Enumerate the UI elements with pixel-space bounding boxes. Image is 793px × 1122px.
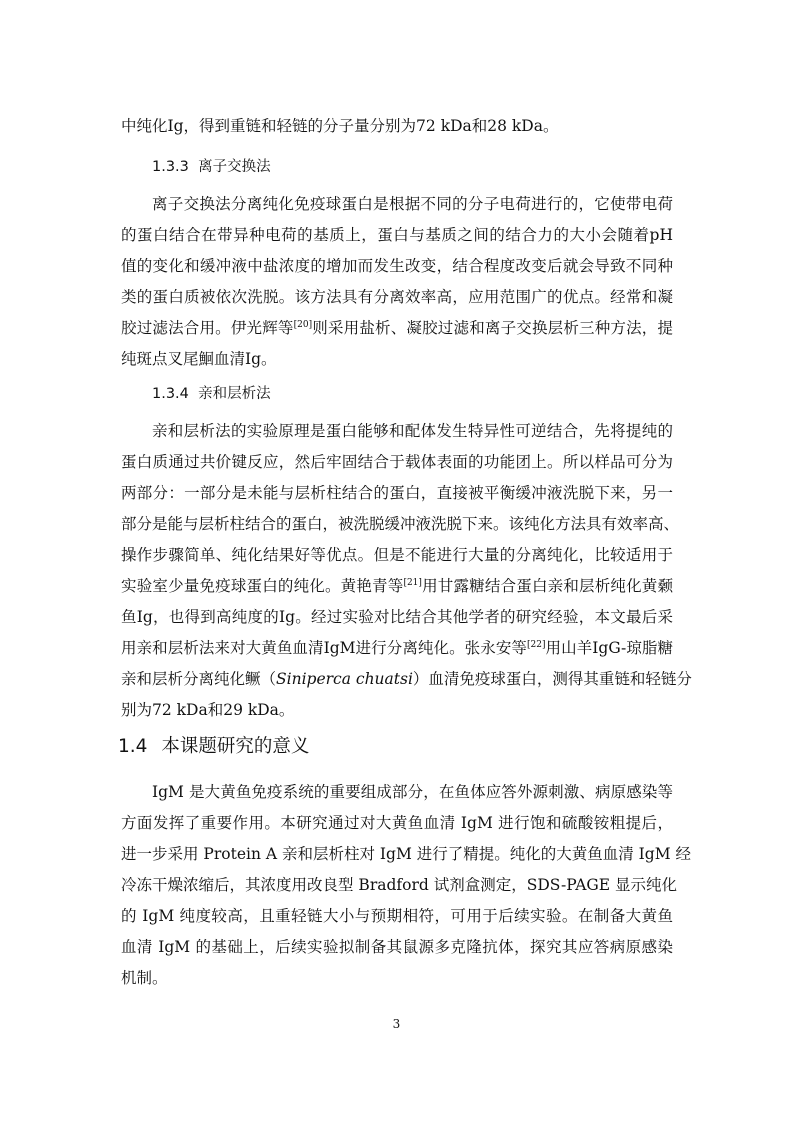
text-run: 实验室少量免疫球蛋白的纯化。黄艳青等 — [121, 577, 404, 595]
paragraph-line: 亲和层析法的实验原理是蛋白能够和配体发生特异性可逆结合，先将提纯的 — [152, 422, 673, 440]
subsection-heading-1-3-4 — [152, 384, 271, 404]
subsection-title: 离子交换法 — [198, 159, 271, 175]
section-number: 1.4 — [118, 736, 148, 757]
species-name: Siniperca chuatsi — [276, 670, 413, 688]
paragraph-line: 蛋白质通过共价键反应，然后牢固结合于载体表面的功能团上。所以样品可分为 — [121, 453, 673, 471]
paragraph-line — [121, 669, 692, 689]
section-title: 本课题研究的意义 — [161, 736, 310, 757]
paragraph-line: 进一步采用 Protein A 亲和层析柱对 IgM 进行了精提。纯化的大黄鱼血清 IgM 经 — [121, 845, 692, 863]
subsection-heading-1-3-3 — [152, 157, 271, 177]
text-run: 用甘露糖结合蛋白亲和层析纯化黄颡 — [421, 577, 673, 595]
paragraph-line: 机制。 — [121, 969, 168, 987]
text-run: 胶过滤法合用。伊光辉等 — [121, 319, 294, 337]
text-run: 则采用盐析、凝胶过滤和离子交换层析三种方法，提 — [312, 319, 673, 337]
paragraph-line: 别为72 kDa和29 kDa。 — [121, 701, 295, 719]
paragraph-line: IgM 是大黄鱼免疫系统的重要组成部分，在鱼体应答外源刺激、病原感染等 — [152, 783, 673, 801]
subsection-number: 1.3.4 — [152, 386, 189, 402]
paragraph-line: 离子交换法分离纯化免疫球蛋白是根据不同的分子电荷进行的，它使带电荷 — [152, 195, 673, 213]
subsection-title: 亲和层析法 — [198, 386, 271, 402]
citation-ref: [21] — [403, 578, 422, 588]
citation-ref: [22] — [526, 640, 546, 650]
paragraph-line: 值的变化和缓冲液中盐浓度的增加而发生改变，结合程度改变后就会导致不同种 — [121, 257, 673, 275]
paragraph-line: 血清 IgM 的基础上，后续实验拟制备其鼠源多克隆抗体，探究其应答病原感染 — [121, 938, 673, 956]
subsection-number: 1.3.3 — [152, 159, 189, 175]
paragraph-line: 操作步骤简单、纯化结果好等优点。但是不能进行大量的分离纯化，比较适用于 — [121, 546, 673, 564]
paragraph-line: 纯斑点叉尾鮰血清Ig。 — [121, 350, 277, 368]
paragraph-line — [121, 576, 673, 596]
paragraph-line: 冷冻干燥浓缩后，其浓度用改良型 Bradford 试剂盒测定，SDS-PAGE 显示纯化 — [121, 876, 678, 894]
text-run: 用亲和层析法来对大黄鱼血清IgM进行分离纯化。张永安等 — [121, 639, 527, 657]
text-run: 用山羊IgG-琼脂糖 — [545, 639, 673, 657]
paragraph-line: 的 IgM 纯度较高，且重轻链大小与预期相符，可用于后续实验。在制备大黄鱼 — [121, 907, 673, 925]
paragraph-line: 两部分：一部分是未能与层析柱结合的蛋白，直接被平衡缓冲液洗脱下来，另一 — [121, 484, 673, 502]
citation-ref: [20] — [293, 320, 313, 330]
text-run: ）血清免疫球蛋白，测得其重链和轻链分 — [412, 670, 692, 688]
paragraph-line: 鱼Ig，也得到高纯度的Ig。经过实验对比结合其他学者的研究经验，本文最后采 — [121, 608, 673, 626]
paragraph-line: 的蛋白结合在带异种电荷的基质上，蛋白与基质之间的结合力的大小会随着pH — [121, 226, 673, 244]
paragraph-line: 部分是能与层析柱结合的蛋白，被洗脱缓冲液洗脱下来。该纯化方法具有效率高、 — [121, 515, 680, 533]
page-number: 3 — [392, 1017, 401, 1031]
paragraph-line — [121, 318, 673, 338]
text-run: 亲和层析分离纯化鳜（ — [121, 670, 277, 688]
paragraph-line: 方面发挥了重要作用。本研究通过对大黄鱼血清 IgM 进行饱和硫酸铵粗提后， — [121, 814, 673, 832]
paragraph-line — [121, 638, 673, 658]
paragraph-line: 类的蛋白质被依次洗脱。该方法具有分离效率高，应用范围广的优点。经常和凝 — [121, 288, 673, 306]
paragraph-line: 中纯化Ig，得到重链和轻链的分子量分别为72 kDa和28 kDa。 — [121, 117, 559, 135]
section-heading-1-4 — [118, 735, 309, 759]
